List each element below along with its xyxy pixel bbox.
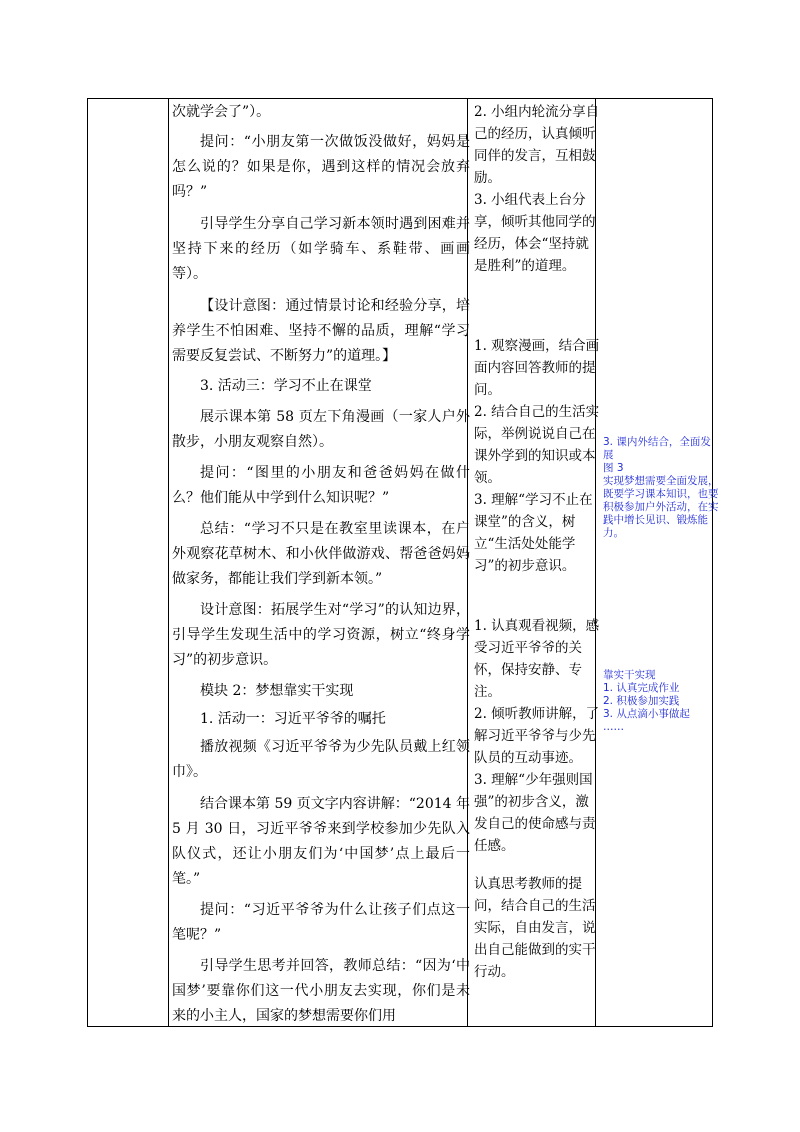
- note-heading: 3. 课内外结合，全面发展: [603, 436, 711, 461]
- paragraph: 2. 倾听教师讲解，了解习近平爷爷与少先队员的互动事迹。: [474, 706, 600, 766]
- paragraph: 提问：“图里的小朋友和爸爸妈妈在做什么？他们能从中学到什么知识呢？”: [172, 465, 470, 506]
- design-intent: 设计意图：拓展学生对“学习”的认知边界，引导学生发现生活中的学习资源，树立“终身学习”的初步意识。: [172, 602, 470, 668]
- note-item: 3. 从点滴小事做起: [603, 708, 690, 720]
- note-item: 2. 积极参加实践: [603, 695, 680, 707]
- teacher-activity-column: [169, 99, 474, 1026]
- paragraph: 1. 观察漫画，结合画面内容回答教师的提问。: [474, 338, 600, 398]
- note-item: ……: [603, 721, 624, 733]
- module-heading: 模块 2：梦想靠实干实现: [200, 683, 354, 699]
- paragraph: 提问：“习近平爷爷为什么让孩子们点这一笔呢？”: [172, 902, 470, 943]
- paragraph: 3. 小组代表上台分享，倾听其他同学的经历，体会“坚持就是胜利”的道理。: [474, 192, 596, 274]
- paragraph: 2. 小组内轮流分享自己的经历，认真倾听同伴的发言，互相鼓励。: [474, 104, 600, 186]
- paragraph: 总结：“学习不只是在教室里读课本，在户外观察花草树木、和小伙伴做游戏、帮爸爸妈妈做家务，都能让我们学到新本领。”: [172, 521, 470, 587]
- paragraph: 结合课本第 59 页文字内容讲解：“2014 年 5 月 30 日，习近平爷爷来到学校参加少先队入队仪式，还让小朋友们为‘中国梦’点上最后一笔。”: [172, 796, 470, 887]
- student-activity-column: [469, 99, 603, 1026]
- paragraph: 引导学生思考并回答，教师总结：“因为‘中国梦’要靠你们这一代小朋友去实现，你们是未来的小主人，国家的梦想需要你们用: [172, 958, 470, 1024]
- paragraph: 认真思考教师的提问，结合自己的生活实际，自由发言，说出自己能做到的实干行动。: [474, 876, 596, 980]
- design-intent: 【设计意图：通过情景讨论和经验分享，培养学生不怕困难、坚持不懈的品质，理解“学习需要反复尝试、不断努力”的道理。】: [172, 298, 470, 364]
- paragraph: 2. 结合自己的生活实际，举例说说自己在课外学到的知识或本领。: [474, 404, 600, 486]
- paragraph: 引导学生分享自己学习新本领时遇到困难并坚持下来的经历（如学骑车、系鞋带、画画等）。: [172, 216, 470, 282]
- paragraph: 播放视频《习近平爷爷为少先队员戴上红领巾》。: [172, 739, 470, 780]
- section-heading: 3. 活动三：学习不止在课堂: [200, 378, 372, 394]
- design-notes-column: [597, 99, 721, 1026]
- note-item: 1. 认真完成作业: [603, 682, 680, 694]
- section-heading: 1. 活动一：习近平爷爷的嘱托: [200, 711, 386, 727]
- note-text: 实现梦想需要全面发展，既要学习课本知识，也要积极参加户外活动，在实践中增长见识、锻炼能力。: [603, 475, 719, 539]
- lesson-plan-table: [87, 98, 719, 1027]
- note-heading: 靠实干实现: [603, 669, 656, 681]
- paragraph: 3. 理解“少年强则国强”的初步含义，激发自己的使命感与责任感。: [474, 772, 596, 854]
- paragraph: 1. 认真观看视频，感受习近平爷爷的关怀，保持安静、专注。: [474, 618, 600, 700]
- paragraph: 次就学会了”）。: [172, 104, 271, 120]
- paragraph: 展示课本第 58 页左下角漫画（一家人户外散步，小朋友观察自然）。: [172, 409, 470, 450]
- figure-label: 图 3: [603, 462, 624, 474]
- paragraph: 3. 理解“学习不止在课堂”的含义，树立“生活处处能学习”的初步意识。: [474, 492, 593, 574]
- paragraph: 提问：“小朋友第一次做饭没做好，妈妈是怎么说的？如果是你，遇到这样的情况会放弃吗？”: [172, 134, 470, 200]
